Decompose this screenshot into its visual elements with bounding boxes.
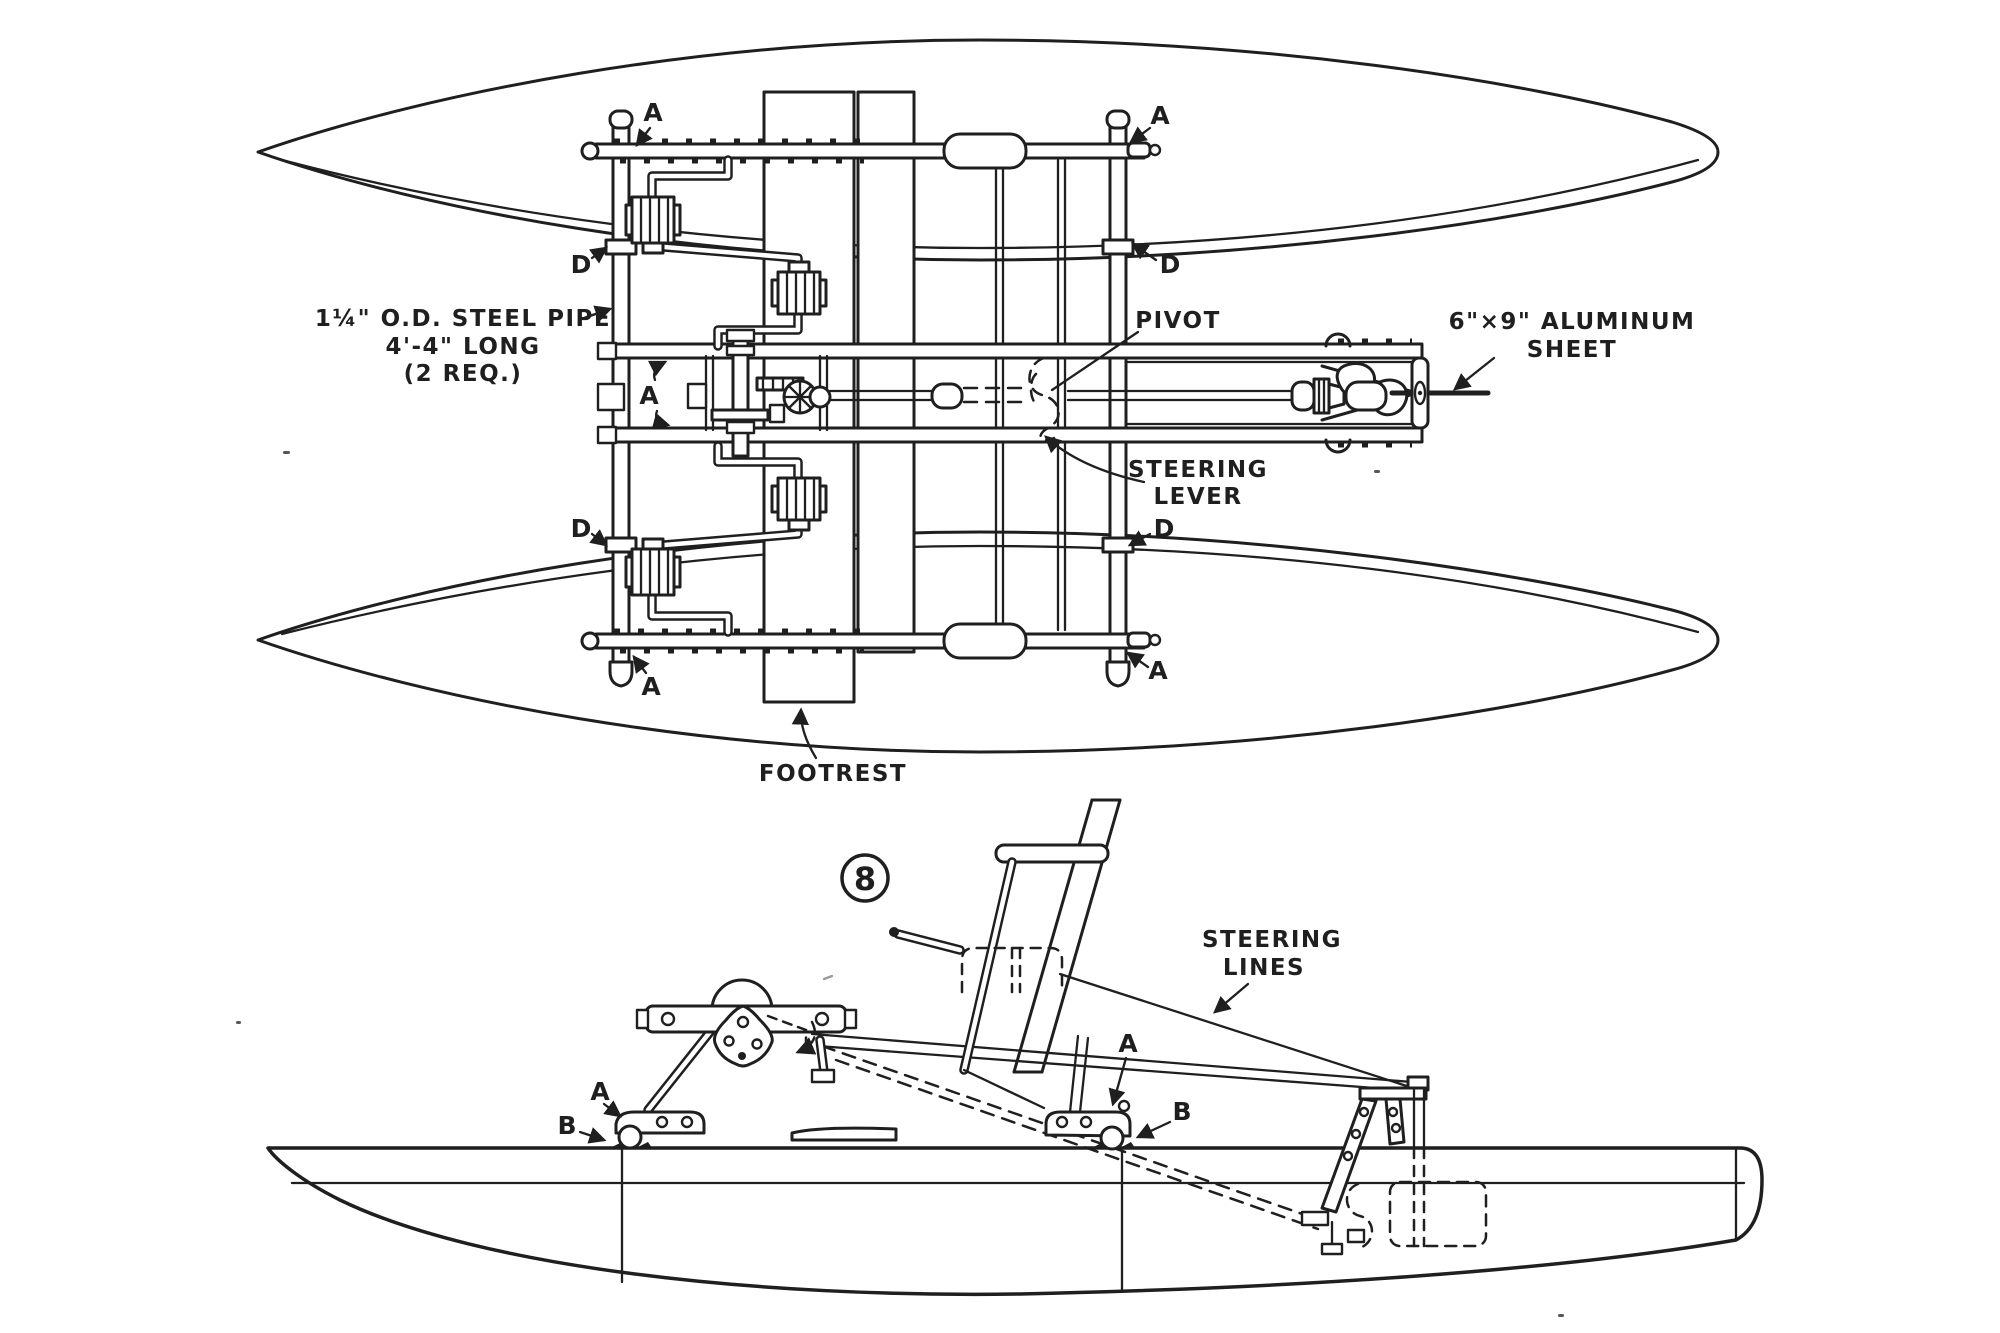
marker-a-bottom-right: A	[1148, 656, 1168, 685]
marker-a-top-right: A	[1150, 101, 1170, 130]
pipe-note-line1: 1¼" O.D. STEEL PIPE	[314, 306, 612, 332]
marker-a-mid: A	[639, 381, 659, 410]
marker-a-side-left: A	[590, 1077, 610, 1106]
bracket-right	[1046, 1101, 1135, 1149]
marker-b-side-left: B	[557, 1111, 577, 1140]
top-view-drawing	[258, 40, 1718, 787]
marker-a-top-left: A	[643, 98, 663, 127]
bracket-left	[610, 1112, 704, 1148]
crank-assembly	[637, 980, 856, 1110]
seat-board	[858, 92, 914, 652]
hull-outline	[268, 1148, 1762, 1294]
aluminum-sheet-label-line2: SHEET	[1526, 337, 1618, 363]
marker-d-right-top: D	[1159, 250, 1181, 279]
marker-d-left-bottom: D	[570, 514, 592, 543]
steering-lever-label-line2: LEVER	[1153, 484, 1243, 510]
marker-b-side-right: B	[1172, 1097, 1192, 1126]
seat-side-view	[889, 800, 1120, 1112]
steering-lines-label-line2: LINES	[1222, 955, 1306, 981]
figure-number-badge	[842, 855, 888, 901]
steering-lever-label-line1: STEERING	[1127, 457, 1269, 483]
steering-lines	[812, 974, 1416, 1091]
marker-a-bottom-left: A	[641, 672, 661, 701]
marker-d-right-bottom: D	[1153, 514, 1175, 543]
steering-lines-label-line1: STEERING	[1201, 927, 1343, 953]
pipe-note-line3: (2 REQ.)	[403, 361, 523, 387]
pipe-note-line2: 4'-4" LONG	[385, 334, 541, 360]
aluminum-sheet-label-line1: 6"×9" ALUMINUM	[1448, 309, 1696, 335]
marker-d-left-top: D	[570, 250, 592, 279]
pivot-label: PIVOT	[1135, 308, 1221, 334]
marker-a-side-right: A	[1118, 1029, 1138, 1058]
figure-number: 8	[853, 860, 877, 898]
deck-pad	[792, 1128, 896, 1140]
steering-handle-knob	[889, 927, 899, 937]
footrest-label: FOOTREST	[758, 761, 908, 787]
